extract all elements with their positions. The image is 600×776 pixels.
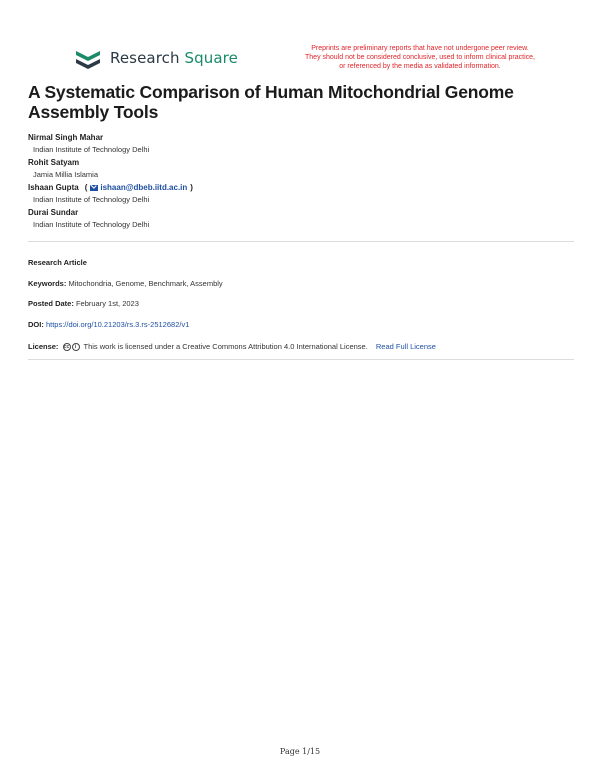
research-square-logo-icon [74,47,102,69]
preprint-notice [270,44,570,71]
brand-name: Research Square [110,49,238,67]
brand-logo[interactable] [74,47,238,69]
author-affiliation: Indian Institute of Technology Delhi [33,195,150,204]
paper-title: A Systematic Comparison of Human Mitochondrial Genome Assembly Tools [28,82,514,122]
author-name[interactable]: Rohit Satyam [28,158,80,167]
notice-line-2: They should not be considered conclusive, used to inform clinical practice, [305,54,535,61]
creative-commons-badge [63,343,80,351]
posted-date-value: February 1st, 2023 [75,299,139,308]
doi-label: DOI: [28,320,44,329]
author-name[interactable]: Ishaan Gupta [28,183,79,192]
mail-icon [90,185,98,191]
author-item [28,132,568,156]
author-affiliation: Indian Institute of Technology Delhi [33,145,150,154]
divider-bottom [28,359,574,360]
page-number: Page 1/15 [279,747,321,756]
corresponding-author-row [28,182,568,194]
license-row [28,342,436,351]
author-email-link[interactable] [90,182,187,194]
author-item [28,182,568,206]
posted-date-label: Posted Date: [28,299,74,308]
keywords-row [28,279,223,288]
doi-link[interactable]: https://doi.org/10.21203/rs.3.rs-2512682/v1 [45,320,190,329]
divider-top [28,241,574,242]
cc-icon: cc [63,343,70,350]
license-text: This work is licensed under a Creative Commons Attribution 4.0 International License. [83,342,368,351]
author-email: ishaan@dbeb.iitd.ac.in [100,183,188,192]
notice-line-1: Preprints are preliminary reports that have not undergone peer review. [311,45,529,52]
doi-row [28,320,189,329]
author-name[interactable]: Durai Sundar [28,208,79,217]
email-paren-close: ) [190,183,193,192]
email-paren-open: ( [84,183,88,192]
author-item [28,157,568,181]
author-list [28,132,568,232]
keywords-label: Keywords: [28,279,67,288]
author-affiliation: Jamia Millia Islamia [33,170,99,179]
license-label: License: [28,342,59,351]
notice-line-3: or referenced by the media as validated information. [339,63,501,70]
author-affiliation: Indian Institute of Technology Delhi [33,220,150,229]
read-full-license-link[interactable]: Read Full License [375,342,436,351]
posted-date-row [28,299,139,308]
author-item [28,207,568,231]
author-name[interactable]: Nirmal Singh Mahar [28,133,104,142]
by-icon: i [72,343,80,351]
article-type: Research Article [28,258,87,267]
keywords-value: Mitochondria, Genome, Benchmark, Assembly [68,279,223,288]
